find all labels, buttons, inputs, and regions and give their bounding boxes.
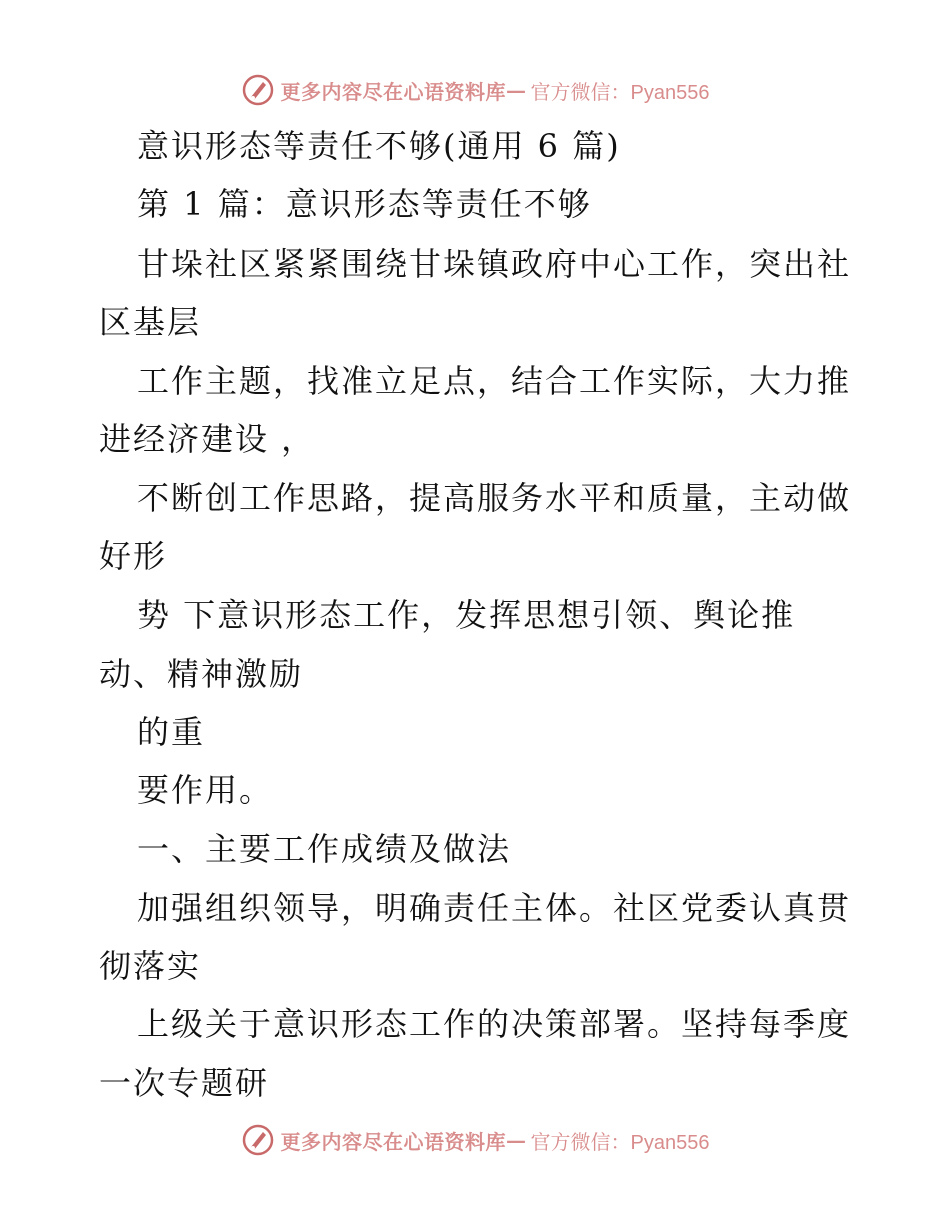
pen-logo-icon xyxy=(241,73,275,107)
body-line: 不断创工作思路，提高服务水平和质量，主动做 xyxy=(137,479,852,517)
body-line: 势 下意识形态工作，发挥思想引领、舆论推 xyxy=(137,596,796,634)
body-line: 一次专题研 xyxy=(99,1064,270,1102)
watermark-separator: — xyxy=(506,1128,527,1152)
header-watermark xyxy=(0,70,950,110)
body-line: 彻落实 xyxy=(99,947,202,985)
subsection-heading: 一、主要工作成绩及做法 xyxy=(137,830,512,868)
watermark-wechat: 官方微信：Pyan556 xyxy=(530,81,710,104)
body-line: 好形 xyxy=(99,537,168,575)
body-line: 的重 xyxy=(137,713,206,751)
watermark-brand: 更多内容尽在心语资料库 xyxy=(280,79,507,104)
footer-watermark xyxy=(0,1120,950,1160)
body-line: 甘垛社区紧紧围绕甘垛镇政府中心工作，突出社 xyxy=(137,245,852,283)
document-title: 意识形态等责任不够(通用 6 篇) xyxy=(137,127,621,165)
watermark-separator: — xyxy=(506,78,527,102)
body-line: 进经济建设 ， xyxy=(99,420,316,458)
body-line: 区基层 xyxy=(99,303,202,341)
section-heading: 第 1 篇：意识形态等责任不够 xyxy=(137,185,592,223)
body-line: 工作主题，找准立足点，结合工作实际，大力推 xyxy=(137,362,852,400)
body-line: 动、精神激励 xyxy=(99,655,304,693)
body-line: 加强组织领导，明确责任主体。社区党委认真贯 xyxy=(137,889,852,927)
body-line: 要作用。 xyxy=(137,771,274,809)
watermark-brand: 更多内容尽在心语资料库 xyxy=(280,1129,507,1154)
pen-logo-icon xyxy=(241,1123,275,1157)
watermark-wechat: 官方微信：Pyan556 xyxy=(530,1131,710,1154)
body-line: 上级关于意识形态工作的决策部署。坚持每季度 xyxy=(137,1005,852,1043)
